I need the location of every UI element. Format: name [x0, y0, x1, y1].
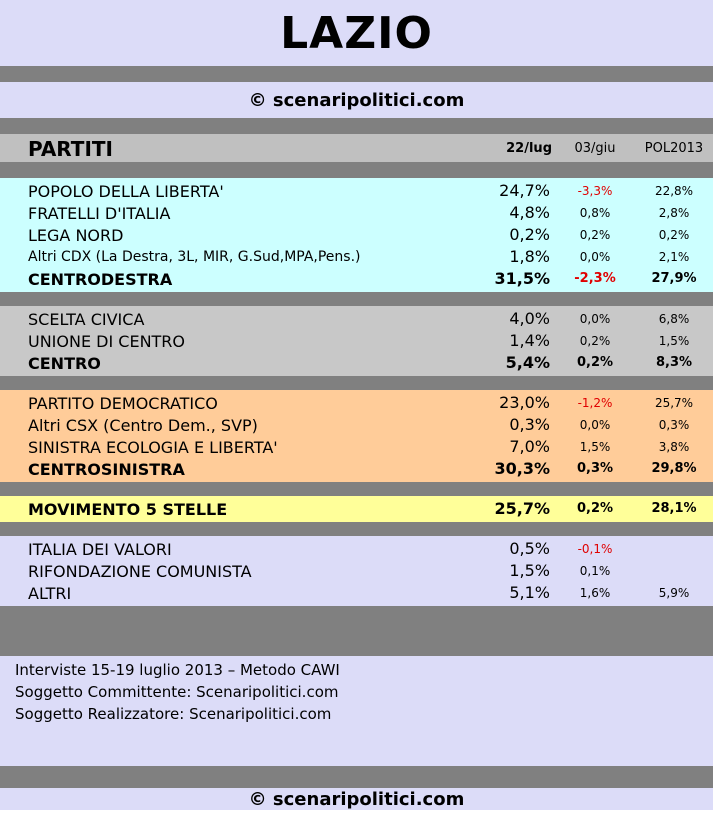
table-row [0, 582, 713, 604]
party-name: Altri CSX (Centro Dem., SVP) [28, 416, 258, 435]
value-pol2013: 22,8% [654, 184, 694, 198]
table-row [0, 202, 713, 224]
group-name: CENTRO [28, 354, 101, 373]
note-line: Interviste 15-19 luglio 2013 – Metodo CAWI [15, 661, 340, 679]
separator-bar [0, 606, 713, 656]
credit-top: © scenaripolitici.com [0, 82, 713, 118]
value-current: 23,0% [499, 393, 550, 412]
value-delta: 0,2% [579, 228, 611, 242]
table-row [0, 246, 713, 268]
separator-bar [0, 522, 713, 536]
credit-bottom: © scenaripolitici.com [0, 788, 713, 810]
value-current: 4,0% [509, 309, 550, 328]
group-centro [0, 306, 713, 376]
value-pol2013: 28,1% [651, 501, 697, 516]
table-row [0, 436, 713, 458]
value-delta: 0,0% [579, 418, 611, 432]
group-total-row [0, 268, 713, 290]
header-parties-label: PARTITI [28, 137, 113, 161]
value-delta: -1,2% [577, 396, 613, 410]
value-delta: 0,1% [579, 564, 611, 578]
table-row [0, 392, 713, 414]
value-current: 1,8% [509, 247, 550, 266]
value-pol2013: 6,8% [658, 312, 690, 326]
table-row [0, 560, 713, 582]
party-name: RIFONDAZIONE COMUNISTA [28, 562, 252, 581]
value-current: 0,5% [509, 539, 550, 558]
value-pol2013: 27,9% [651, 271, 697, 286]
value-delta: 0,2% [579, 334, 611, 348]
group-name: CENTRODESTRA [28, 270, 173, 289]
value-delta: 0,8% [579, 206, 611, 220]
value-current: 30,3% [494, 459, 550, 478]
separator-bar [0, 162, 713, 178]
value-pol2013: 0,3% [658, 418, 690, 432]
value-current: 5,4% [505, 353, 550, 372]
party-name: ALTRI [28, 584, 72, 603]
value-pol2013: 25,7% [654, 396, 694, 410]
value-pol2013: 8,3% [655, 355, 693, 370]
group-name: MOVIMENTO 5 STELLE [28, 500, 228, 519]
region-title: LAZIO [0, 0, 713, 66]
party-name: SCELTA CIVICA [28, 310, 145, 329]
survey-notes [0, 656, 713, 766]
party-name: ITALIA DEI VALORI [28, 540, 172, 559]
group-centrosinistra [0, 390, 713, 482]
header-col-current: 22/lug [506, 141, 552, 156]
group-total-row [0, 352, 713, 374]
value-current: 24,7% [499, 181, 550, 200]
table-row [0, 330, 713, 352]
value-delta: 1,5% [579, 440, 611, 454]
party-name: POPOLO DELLA LIBERTA' [28, 182, 224, 201]
table-row [0, 538, 713, 560]
value-pol2013: 1,5% [658, 334, 690, 348]
value-delta: -2,3% [574, 271, 616, 286]
value-pol2013: 3,8% [658, 440, 690, 454]
value-pol2013: 2,8% [658, 206, 690, 220]
separator-bar [0, 766, 713, 788]
value-current: 5,1% [509, 583, 550, 602]
group-m5s [0, 496, 713, 522]
value-current: 0,2% [509, 225, 550, 244]
table-row [0, 308, 713, 330]
table-row [0, 224, 713, 246]
value-delta: 0,2% [576, 501, 614, 516]
header-col-previous: 03/giu [574, 141, 616, 156]
value-delta: 1,6% [579, 586, 611, 600]
value-pol2013: 0,2% [658, 228, 690, 242]
table-row [0, 180, 713, 202]
value-current: 0,3% [509, 415, 550, 434]
value-pol2013: 29,8% [651, 461, 697, 476]
value-delta: -0,1% [577, 542, 613, 556]
header-col-pol2013: POL2013 [644, 141, 704, 156]
party-name: LEGA NORD [28, 226, 124, 245]
party-name: SINISTRA ECOLOGIA E LIBERTA' [28, 438, 278, 457]
note-line: Soggetto Realizzatore: Scenaripolitici.com [15, 705, 332, 723]
value-current: 1,5% [509, 561, 550, 580]
separator-bar [0, 482, 713, 496]
value-current: 4,8% [509, 203, 550, 222]
value-current: 25,7% [494, 499, 550, 518]
table-row [0, 414, 713, 436]
value-delta: 0,2% [576, 355, 614, 370]
separator-bar [0, 66, 713, 82]
group-centrodestra [0, 178, 713, 292]
value-delta: 0,3% [576, 461, 614, 476]
party-name: PARTITO DEMOCRATICO [28, 394, 218, 413]
party-name: UNIONE DI CENTRO [28, 332, 186, 351]
note-line: Soggetto Committente: Scenaripolitici.com [15, 683, 339, 701]
value-pol2013: 5,9% [658, 586, 690, 600]
separator-bar [0, 118, 713, 134]
value-delta: -3,3% [577, 184, 613, 198]
table-header [0, 134, 713, 162]
group-total-row [0, 458, 713, 480]
value-pol2013: 2,1% [658, 250, 690, 264]
party-name: Altri CDX (La Destra, 3L, MIR, G.Sud,MPA,Pens.) [28, 249, 361, 265]
separator-bar [0, 292, 713, 306]
value-current: 31,5% [494, 269, 550, 288]
group-name: CENTROSINISTRA [28, 460, 185, 479]
value-delta: 0,0% [579, 250, 611, 264]
separator-bar [0, 376, 713, 390]
value-current: 1,4% [509, 331, 550, 350]
value-current: 7,0% [509, 437, 550, 456]
group-total-row [0, 498, 713, 520]
party-name: FRATELLI D'ITALIA [28, 204, 171, 223]
value-delta: 0,0% [579, 312, 611, 326]
group-others [0, 536, 713, 606]
